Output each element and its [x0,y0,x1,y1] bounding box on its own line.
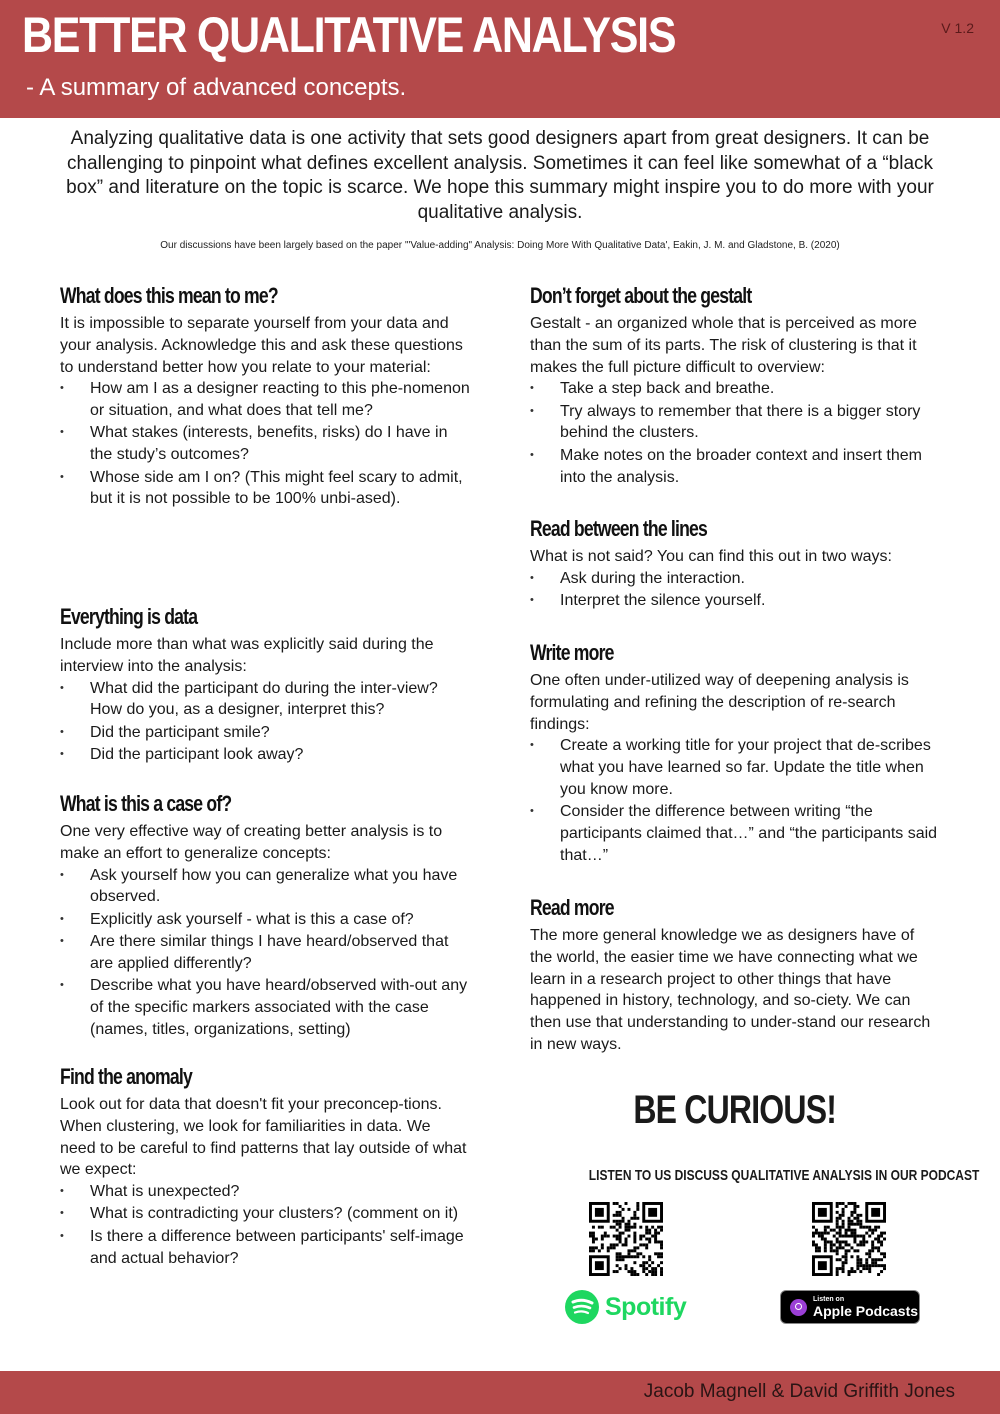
list-item: • Consider the difference between writing “the participants claimed that…” and “the participants said that…” [530,801,940,866]
section-between-lines [530,516,940,612]
bullet-list [530,735,940,866]
list-item: • What is contradicting your clusters? (comment on it) [60,1203,470,1225]
podcast-invite: LISTEN TO US DISCUSS QUALITATIVE ANALYSIS IN OUR PODCAST [588,1167,980,1184]
page-subtitle: - A summary of advanced concepts. [26,74,407,101]
be-curious-heading: BE CURIOUS! [633,1088,837,1132]
list-item: • How am I as a designer reacting to this phe-nomenon or situation, and what does that tell me? [60,378,470,422]
list-item: • Take a step back and breathe. [530,378,940,400]
apple-podcasts-badge[interactable] [780,1290,920,1324]
section-heading: What is this a case of? [60,791,232,816]
list-item: • Whose side am I on? (This might feel scary to admit, but it is not possible to be 100% unbi-ased). [60,467,470,511]
section-heading: Don’t forget about the gestalt [530,283,752,308]
section-write-more [530,640,940,867]
bullet-list [60,1181,470,1269]
podcast-icon [790,1299,807,1316]
list-item: • What did the participant do during the inter-view? How do you, as a designer, interpret this? [60,678,470,722]
spotify-label: Spotify [605,1292,687,1321]
list-item: • Try always to remember that there is a bigger story behind the clusters. [530,401,940,445]
section-heading: What does this mean to me? [60,283,278,308]
bullet-list [60,678,470,766]
list-item: • What stakes (interests, benefits, risks) do I have in the study’s outcomes? [60,422,470,466]
page-title: BETTER QUALITATIVE ANALYSIS [22,7,676,63]
list-item: • Ask during the interaction. [530,568,940,590]
list-item: • Make notes on the broader context and insert them into the analysis. [530,445,940,489]
authors: Jacob Magnell & David Griffith Jones [643,1381,955,1402]
list-item: • Explicitly ask yourself - what is this a case of? [60,909,470,931]
section-heading: Write more [530,640,614,665]
spotify-link[interactable] [565,1289,686,1325]
section-body: The more general knowledge we as designers have of the world, the easier time we have connecting what we learn in a research project to other things that have happened in history, technology, and so-ciety. We can then use that understanding to under-stand our research in new ways. [530,927,931,1053]
bullet-list [530,568,940,612]
section-gestalt [530,283,940,489]
list-item: • Did the participant smile? [60,722,470,744]
bullet-list [60,378,470,510]
section-body: One often under-utilized way of deepening analysis is formulating and refining the description of re-search findings: [530,672,909,733]
list-item: • Is there a difference between participants' self-image and actual behavior? [60,1226,470,1270]
bullet-list [60,865,470,1041]
section-heading: Read between the lines [530,516,708,541]
section-read-more [530,895,940,1056]
spotify-qr-code[interactable] [589,1202,663,1276]
apple-badge-caption: Listen on [813,1296,845,1303]
version-label: V 1.2 [941,20,974,36]
apple-badge-label: Apple Podcasts [813,1303,919,1319]
section-body: It is impossible to separate yourself from your data and your analysis. Acknowledge this and ask these questions to understand better how you relate to your material: [60,315,463,376]
header-banner [0,0,1000,118]
section-body: One very effective way of creating better analysis is to make an effort to generalize concepts: [60,823,443,862]
list-item: • Interpret the silence yourself. [530,590,940,612]
section-heading: Everything is data [60,604,198,629]
list-item: • What is unexpected? [60,1181,470,1203]
section-body: What is not said? You can find this out in two ways: [530,548,892,565]
section-anomaly [60,1064,470,1270]
footer-bar [0,1371,1000,1414]
section-body: Gestalt - an organized whole that is perceived as more than the sum of its parts. The risk of clustering is that it makes the full picture difficult to overview: [530,315,917,376]
intro-paragraph: Analyzing qualitative data is one activity that sets good designers apart from great designers. It can be challenging to pinpoint what defines excellent analysis. Sometimes it can feel like somewhat of a “black box” and literature on the topic is scarce. We hope this summary might inspire you to do more with your qualitative analysis. [66,128,934,223]
citation: Our discussions have been largely based on the paper '"Value-adding" Analysis: Doing More With Qualitative Data', Eakin, J. M. and Gladstone, B. (2020) [160,240,840,251]
list-item: • Ask yourself how you can generalize what you have observed. [60,865,470,909]
list-item: • Describe what you have heard/observed with-out any of the specific markers associated with the case (names, titles, organizations, setting) [60,975,470,1040]
section-case-of [60,791,470,1041]
list-item: • Did the participant look away? [60,744,470,766]
section-everything-is-data [60,604,470,766]
section-meaning [60,283,470,511]
list-item: • Are there similar things I have heard/observed that are applied differently? [60,931,470,975]
bullet-list [530,378,940,488]
section-heading: Find the anomaly [60,1064,192,1089]
list-item: • Create a working title for your project that de-scribes what you have learned so far. Update the title when you know more. [530,735,940,800]
section-body: Look out for data that doesn't fit your preconcep-tions. When clustering, we look for familiarities in data. We need to be careful to find patterns that lay outside of what we expect: [60,1096,467,1179]
spotify-icon [565,1290,599,1324]
section-heading: Read more [530,895,614,920]
apple-podcasts-qr-code[interactable] [812,1202,886,1276]
section-body: Include more than what was explicitly said during the interview into the analysis: [60,636,434,675]
